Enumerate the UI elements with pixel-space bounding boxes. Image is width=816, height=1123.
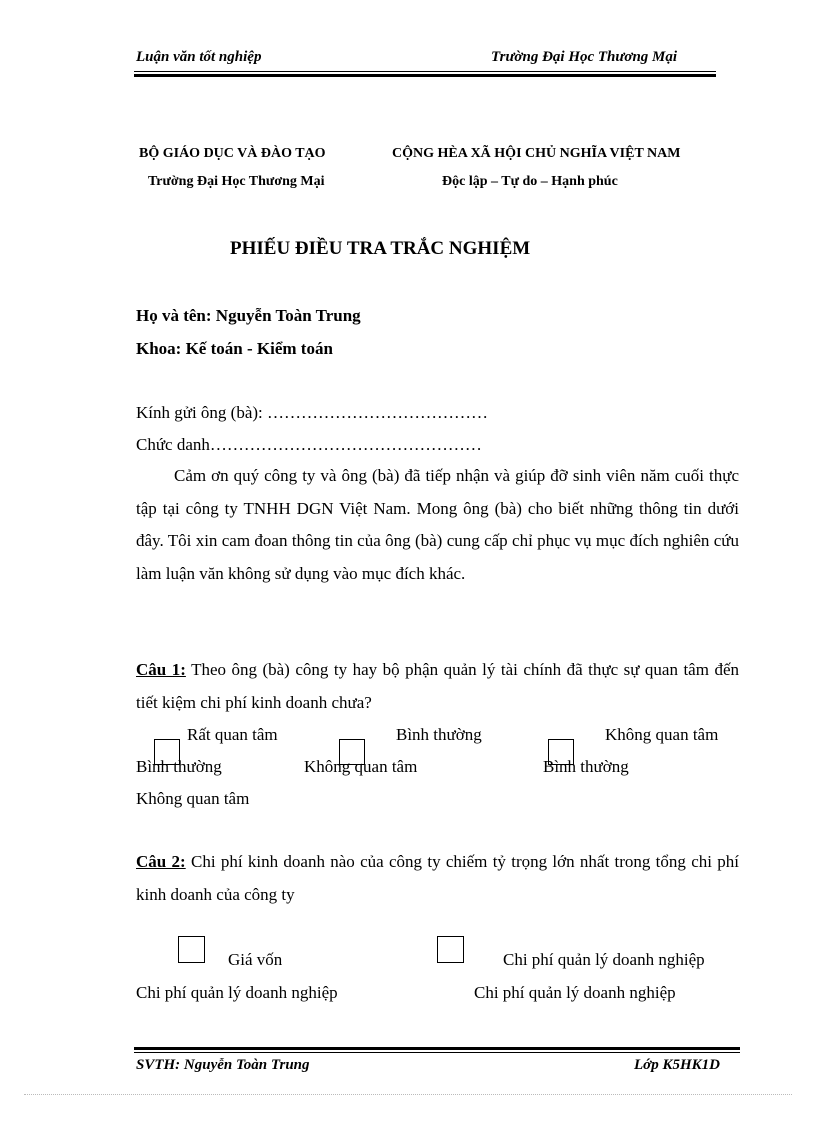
question-1-label: Câu 1: (136, 660, 186, 679)
q2-option-1: Giá vốn (228, 950, 283, 969)
org-right-line2: Độc lập – Tự do – Hạnh phúc (442, 174, 618, 189)
footer-left: SVTH: Nguyễn Toàn Trung (136, 1057, 310, 1073)
footer-right: Lớp K5HK1D (634, 1057, 720, 1073)
header-rule-thick (134, 74, 716, 77)
position-line: Chức danh………………………………………… (136, 435, 482, 454)
org-left-line1: BỘ GIÁO DỤC VÀ ĐÀO TẠO (139, 146, 326, 161)
header-right: Trường Đại Học Thương Mại (491, 49, 678, 65)
question-2-text: Chi phí kinh doanh nào của công ty chiếm tỷ trọng lớn nhất trong tổng chi phí kinh doanh của công ty (136, 852, 739, 904)
q1-option-4: Bình thường (136, 757, 222, 776)
q1-option-6: Bình thường (543, 757, 629, 776)
q1-option-2: Bình thường (396, 725, 482, 744)
q1-option-1: Rất quan tâm (187, 725, 278, 744)
q2-option-3: Chi phí quản lý doanh nghiệp (136, 983, 338, 1002)
greeting-line: Kính gửi ông (bà): ………………………………… (136, 403, 489, 422)
q2-option-4: Chi phí quản lý doanh nghiệp (474, 983, 676, 1002)
q2-option-2: Chi phí quản lý doanh nghiệp (503, 950, 705, 969)
intro-paragraph (136, 460, 739, 590)
q1-checkbox-1[interactable] (154, 739, 180, 765)
q1-option-5: Không quan tâm (304, 757, 418, 776)
q1-checkbox-3[interactable] (548, 739, 574, 765)
q2-checkbox-2[interactable] (437, 936, 464, 963)
footer-rule-thin (134, 1052, 740, 1053)
dept-line: Khoa: Kế toán - Kiểm toán (136, 339, 333, 358)
org-left-line2: Trường Đại Học Thương Mại (148, 174, 325, 189)
question-2-label: Câu 2: (136, 852, 186, 871)
header-rule-thin (134, 71, 716, 72)
name-line: Họ và tên: Nguyễn Toàn Trung (136, 306, 361, 325)
q1-checkbox-2[interactable] (339, 739, 365, 765)
org-right-line1: CỘNG HÈA XÃ HỘI CHỦ NGHĨA VIỆT NAM (392, 146, 681, 161)
q1-option-3: Không quan tâm (605, 725, 719, 744)
intro-text: Cảm ơn quý công ty và ông (bà) đã tiếp nhận và giúp đỡ sinh viên năm cuối thực tập tại công ty TNHH DGN Việt Nam. Mong ông (bà) cho biết những thông tin dưới đây. Tôi xin cam đoan thông tin của ông (bà) cung cấp chỉ phục vụ mục đích nghiên cứu làm luận văn không sử dụng vào mục đích khác. (136, 466, 739, 583)
q2-checkbox-1[interactable] (178, 936, 205, 963)
page-title: PHIẾU ĐIỀU TRA TRẮC NGHIỆM (230, 238, 531, 259)
header-left: Luận văn tốt nghiệp (136, 49, 262, 65)
question-2 (136, 846, 739, 911)
question-1-text: Theo ông (bà) công ty hay bộ phận quản lý tài chính đã thực sự quan tâm đến tiết kiệm chi phí kinh doanh chưa? (136, 660, 739, 712)
question-1 (136, 654, 739, 719)
q1-option-7: Không quan tâm (136, 789, 250, 808)
footer-rule-thick (134, 1047, 740, 1050)
page-bottom-border (24, 1094, 792, 1095)
